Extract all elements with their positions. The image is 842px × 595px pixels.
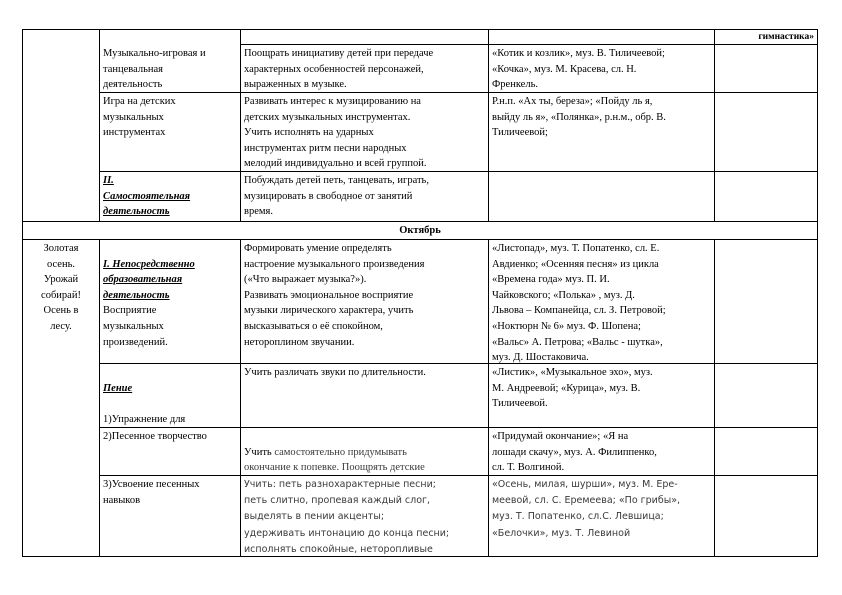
task-cell: Учить: петь разнохарактерные песни; петь слитно, пропевая каждый слог, выделять в пении акценты; удерживать интонацию до конца песни; исполнять спокойные, неторопливые — [244, 479, 450, 555]
perception-subtitle: Восприятие музыкальных произведений. — [103, 305, 168, 348]
repertoire-cell: Р.н.п. «Ах ты, береза»; «Пойду ль я, выйду ль я», «Полянка», р.н.м., обр. В. Тиличеевой; — [492, 96, 666, 139]
singing-cell — [100, 364, 240, 427]
col-border — [714, 29, 715, 222]
activity-cell: 2)Песенное творчество — [103, 431, 207, 442]
task-cell: Формировать умение определять настроение музыкального произведения («Что выражает музыка?»). Развивать эмоциональное восприятие музыки лирического характера, учить высказываться о её спокойном, нетороплином звучании. — [244, 243, 425, 348]
theme-cell: Золотая осень. Урожай собирай! Осень в лесу. — [41, 243, 81, 332]
singing-subtitle: 1)Упражнение для — [103, 413, 186, 425]
task-cell: Побуждать детей петь, танцевать, играть, музицировать в свободное от занятий время. — [244, 175, 429, 218]
task-cell: Развивать интерес к музицированию на детских музыкальных инструментах. Учить исполнять на ударных инструментах ритм песни народных мелодий индивидуально и всей группой. — [244, 96, 427, 170]
repertoire-cell: «Осень, милая, шурши», муз. М. Ере- меевой, сл. С. Еремеева; «По грибы», муз. Т. Попатенко, сл.С. Левшица; «Белочки», муз. Т. Левиной — [492, 479, 681, 539]
col-border — [817, 29, 818, 557]
repertoire-cell: «Листик», «Музыкальное эхо», муз. М. Андреевой; «Курица», муз. В. Тиличеевой. — [492, 367, 653, 410]
task-rest: самостоятельно придумывать окончание к попевке. Поощрять детские — [244, 446, 425, 474]
row-border — [22, 29, 818, 30]
repertoire-cell: «Придумай окончание»; «Я на лошади скачу», муз. А. Филиппенко, сл. Т. Волгиной. — [492, 431, 657, 474]
task-cell: Поощрать инициативу детей при передаче характерных особенностей персонажей, выраженных в музыке. — [244, 48, 434, 91]
section-title-independent: II. Самостоятельная деятельность — [103, 175, 191, 218]
activity-cell: 3)Усвоение песенных навыков — [103, 479, 200, 506]
col-border — [714, 239, 715, 557]
task-lead: Учить — [244, 446, 272, 458]
month-heading: Октябрь — [399, 225, 441, 236]
activity-cell: Музыкально-игровая и танцевальная деятельность — [103, 48, 206, 91]
task-cell: Учить различать звуки по длительности. — [244, 367, 426, 378]
singing-title: Пение — [103, 382, 133, 394]
activity-cell: Игра на детских музыкальных инструментах — [103, 96, 176, 139]
section-title-direct: I. Непосредственно образовательная деятельность — [103, 258, 195, 301]
row-border — [22, 556, 818, 557]
repertoire-cell: «Котик и козлик», муз. В. Тиличеевой; «Кочка», муз. М. Красева, сл. Н. Френкель. — [492, 48, 665, 91]
gymnastics-tail: гимнастика» — [758, 32, 814, 42]
repertoire-cell: «Листопад», муз. Т. Попатенко, сл. Е. Авдиенко; «Осенняя песня» из цикла «Времена года» муз. П. И. Чайковского; «Полька» , муз. Д. Львова – Компанейца, сл. З. Петровой; «Ноктюрн № 6» муз. Ф. Шопена; «Вальс» А. Петрова; «Вальс - шутка», муз. Д. Шостаковича. — [492, 243, 666, 363]
perception-cell — [100, 240, 240, 363]
task-cell — [241, 428, 488, 475]
